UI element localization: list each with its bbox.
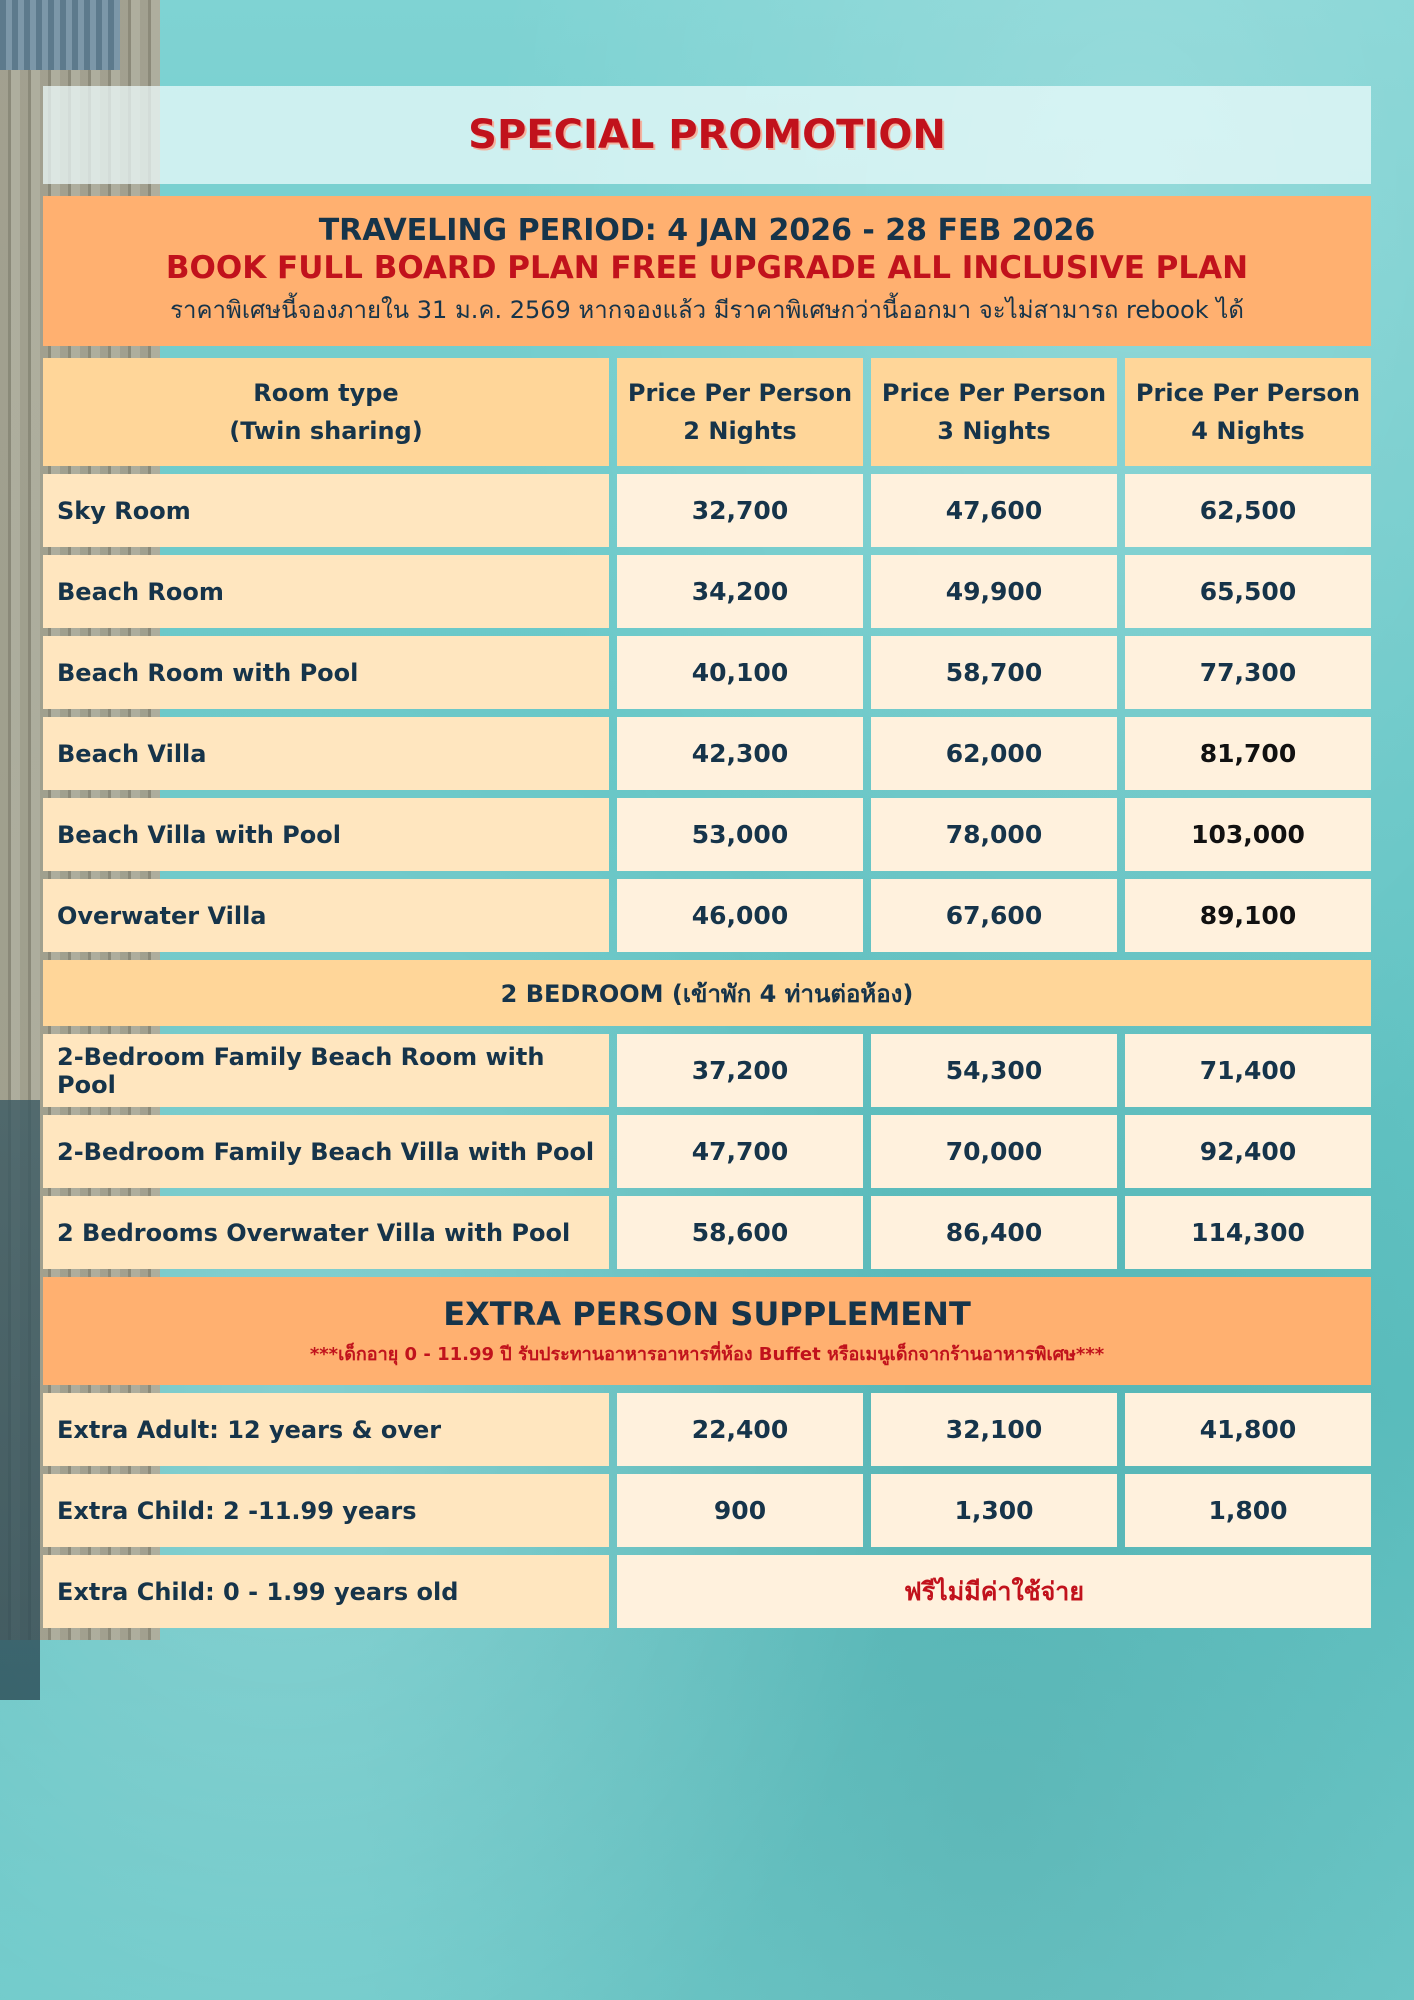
room-name: Beach Villa xyxy=(43,717,609,790)
price-4n: 1,800 xyxy=(1125,1474,1371,1547)
header-3n-line1: Price Per Person xyxy=(881,379,1107,407)
extra-name: Extra Child: 0 - 1.99 years old xyxy=(43,1555,609,1628)
header-2-nights xyxy=(617,358,863,466)
price-2n: 53,000 xyxy=(617,798,863,871)
price-4n: 114,300 xyxy=(1125,1196,1371,1269)
price-2n: 40,100 xyxy=(617,636,863,709)
free-of-charge-text: ฟรีไม่มีค่าใช้จ่าย xyxy=(617,1555,1371,1628)
room-name: Beach Room xyxy=(43,555,609,628)
table-row xyxy=(43,1393,1371,1466)
header-4n-line2: 4 Nights xyxy=(1191,417,1305,445)
price-3n: 1,300 xyxy=(871,1474,1117,1547)
price-2n: 47,700 xyxy=(617,1115,863,1188)
price-4n: 81,700 xyxy=(1125,717,1371,790)
price-4n: 89,100 xyxy=(1125,879,1371,952)
page-title: SPECIAL PROMOTION xyxy=(468,112,946,158)
price-3n: 58,700 xyxy=(871,636,1117,709)
table-row xyxy=(43,1196,1371,1269)
room-name: Beach Room with Pool xyxy=(43,636,609,709)
price-3n: 32,100 xyxy=(871,1393,1117,1466)
title-band xyxy=(43,86,1371,184)
extra-name: Extra Child: 2 -11.99 years xyxy=(43,1474,609,1547)
price-2n: 46,000 xyxy=(617,879,863,952)
price-3n: 86,400 xyxy=(871,1196,1117,1269)
price-3n: 62,000 xyxy=(871,717,1117,790)
price-2n: 42,300 xyxy=(617,717,863,790)
price-3n: 49,900 xyxy=(871,555,1117,628)
table-row xyxy=(43,717,1371,790)
roof-background xyxy=(0,0,120,70)
price-2n: 34,200 xyxy=(617,555,863,628)
offer-text: BOOK FULL BOARD PLAN FREE UPGRADE ALL INCLUSIVE PLAN xyxy=(165,250,1249,286)
promo-banner xyxy=(43,196,1371,346)
price-2n: 37,200 xyxy=(617,1034,863,1107)
room-name: Sky Room xyxy=(43,474,609,547)
table-row xyxy=(43,798,1371,871)
price-4n: 92,400 xyxy=(1125,1115,1371,1188)
header-2n-line1: Price Per Person xyxy=(627,379,853,407)
price-4n: 65,500 xyxy=(1125,555,1371,628)
price-2n: 900 xyxy=(617,1474,863,1547)
table-row xyxy=(43,636,1371,709)
price-4n: 41,800 xyxy=(1125,1393,1371,1466)
header-3-nights xyxy=(871,358,1117,466)
extra-person-header xyxy=(43,1277,1371,1385)
table-row xyxy=(43,1555,1371,1628)
table-row xyxy=(43,879,1371,952)
table-row xyxy=(43,555,1371,628)
travel-period: TRAVELING PERIOD: 4 JAN 2026 - 28 FEB 2026 xyxy=(318,213,1096,248)
header-4n-line1: Price Per Person xyxy=(1135,379,1361,407)
two-bedroom-section-header: 2 BEDROOM (เข้าพัก 4 ท่านต่อห้อง) xyxy=(43,960,1371,1026)
price-4n: 77,300 xyxy=(1125,636,1371,709)
room-name: Beach Villa with Pool xyxy=(43,798,609,871)
room-name: 2-Bedroom Family Beach Room with Pool xyxy=(43,1034,609,1107)
price-3n: 54,300 xyxy=(871,1034,1117,1107)
booking-note: ราคาพิเศษนี้จองภายใน 31 ม.ค. 2569 หากจองแล้ว มีราคาพิเศษกว่านี้ออกมา จะไม่สามารถ rebook ได้ xyxy=(170,296,1244,324)
price-2n: 32,700 xyxy=(617,474,863,547)
price-3n: 47,600 xyxy=(871,474,1117,547)
extra-name: Extra Adult: 12 years & over xyxy=(43,1393,609,1466)
header-4-nights xyxy=(1125,358,1371,466)
price-3n: 67,600 xyxy=(871,879,1117,952)
price-2n: 58,600 xyxy=(617,1196,863,1269)
table-header xyxy=(43,358,1371,466)
table-row xyxy=(43,1474,1371,1547)
header-room-line1: Room type xyxy=(253,379,399,407)
extra-person-heading: EXTRA PERSON SUPPLEMENT xyxy=(443,1294,971,1333)
pier-pillar xyxy=(0,1100,40,1700)
table-row xyxy=(43,1115,1371,1188)
header-2n-line2: 2 Nights xyxy=(683,417,797,445)
price-3n: 70,000 xyxy=(871,1115,1117,1188)
extra-person-note: ***เด็กอายุ 0 - 11.99 ปี รับประทานอาหารอาหารที่ห้อง Buffet หรือเมนูเด็กจากร้านอาหารพิเศษ*** xyxy=(309,1343,1105,1365)
price-4n: 71,400 xyxy=(1125,1034,1371,1107)
room-name: 2 Bedrooms Overwater Villa with Pool xyxy=(43,1196,609,1269)
price-4n: 62,500 xyxy=(1125,474,1371,547)
room-name: Overwater Villa xyxy=(43,879,609,952)
header-3n-line2: 3 Nights xyxy=(937,417,1051,445)
table-row xyxy=(43,474,1371,547)
room-name: 2-Bedroom Family Beach Villa with Pool xyxy=(43,1115,609,1188)
promotion-sheet xyxy=(43,86,1371,1628)
price-2n: 22,400 xyxy=(617,1393,863,1466)
header-room-type xyxy=(43,358,609,466)
price-3n: 78,000 xyxy=(871,798,1117,871)
price-4n: 103,000 xyxy=(1125,798,1371,871)
table-row xyxy=(43,1034,1371,1107)
header-room-line2: (Twin sharing) xyxy=(229,417,423,445)
